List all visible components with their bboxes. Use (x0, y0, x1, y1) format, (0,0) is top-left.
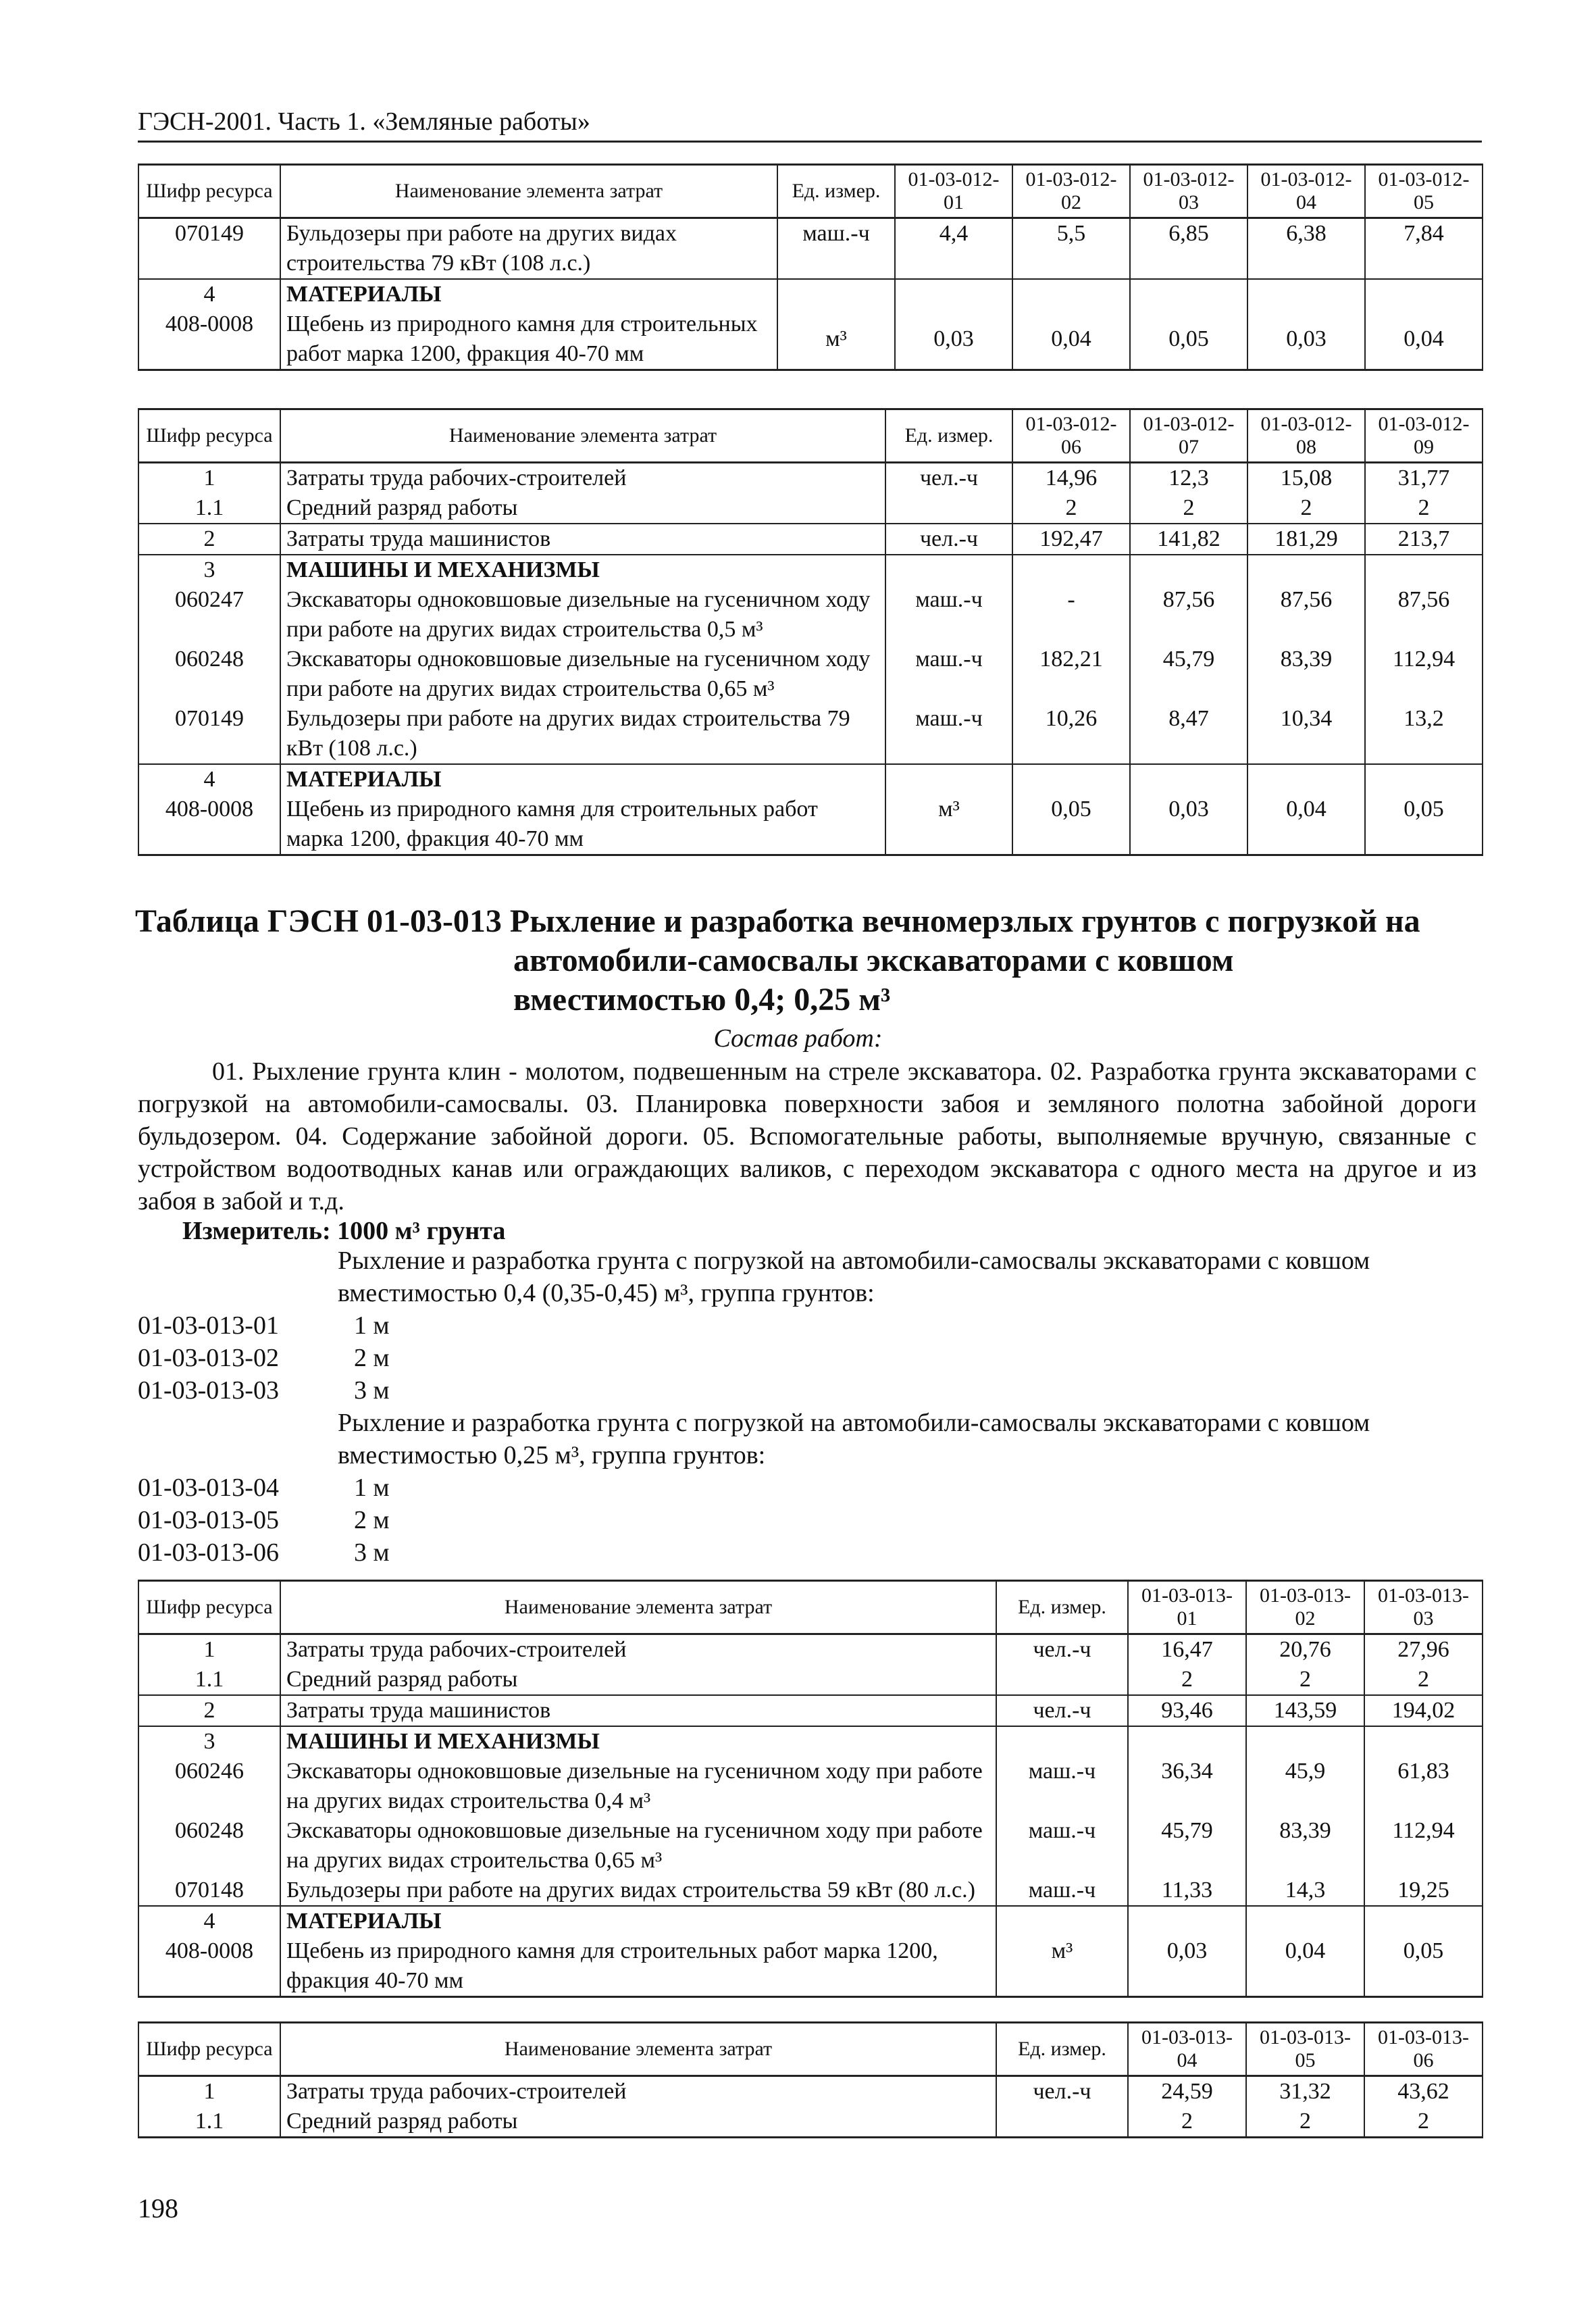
norm-value: 31,77 (1365, 463, 1483, 494)
col-header-norm: 01-03-012-08 (1247, 409, 1365, 463)
col-header-norm: 01-03-012-09 (1365, 409, 1483, 463)
norm-value: 112,94 (1364, 1816, 1483, 1876)
section-row (138, 764, 1483, 795)
norm-value: 0,04 (1012, 309, 1130, 370)
col-header-name: Наименование элемента затрат (280, 2023, 996, 2076)
variant-code: 01-03-013-05 (138, 1506, 279, 1534)
norm-value: 13,2 (1365, 704, 1483, 764)
resource-name: Экскаваторы одноковшовые дизельные на гусеничном ходу при работе на других видах строительства 0,4 м³ (280, 1757, 996, 1816)
table-row (138, 645, 1483, 704)
col-header-name: Наименование элемента затрат (280, 165, 777, 218)
table-row (138, 1757, 1483, 1816)
resource-code: 408-0008 (138, 795, 280, 855)
norm-value: 16,47 (1128, 1634, 1246, 1665)
resource-code: 1.1 (138, 493, 280, 524)
section-title: МАТЕРИАЛЫ (280, 279, 777, 309)
table-row (138, 795, 1483, 855)
norm-value: 10,34 (1247, 704, 1365, 764)
resource-code: 2 (138, 524, 280, 555)
table-row (138, 524, 1483, 555)
resource-name: Щебень из природного камня для строительных работ марка 1200, фракция 40-70 мм (280, 309, 777, 370)
variant-value: 2 м (354, 1506, 390, 1534)
norm-value: 112,94 (1365, 645, 1483, 704)
variant-item (138, 1536, 390, 1569)
col-header-name: Наименование элемента затрат (280, 409, 885, 463)
variant-item (138, 1309, 390, 1342)
table-row (138, 1816, 1483, 1876)
table-row (138, 218, 1483, 280)
resource-unit: чел.-ч (996, 1634, 1128, 1665)
resource-code: 408-0008 (138, 1936, 280, 1997)
table-row (138, 1665, 1483, 1695)
section-code: 4 (138, 764, 280, 795)
resource-name: Экскаваторы одноковшовые дизельные на гусеничном ходу при работе на других видах строительства 0,65 м³ (280, 1816, 996, 1876)
variant-item (138, 1342, 390, 1374)
col-header-norm: 01-03-012-02 (1012, 165, 1130, 218)
norm-value: 0,04 (1246, 1936, 1364, 1997)
resource-unit: маш.-ч (996, 1757, 1128, 1816)
table-header-row (138, 2023, 1483, 2076)
col-header-norm: 01-03-012-01 (895, 165, 1012, 218)
col-header-name: Наименование элемента затрат (280, 1581, 996, 1634)
col-header-norm: 01-03-012-03 (1130, 165, 1247, 218)
norm-value: 83,39 (1247, 645, 1365, 704)
col-header-unit: Ед. измер. (996, 1581, 1128, 1634)
col-header-norm: 01-03-013-02 (1246, 1581, 1364, 1634)
variant-value: 1 м (354, 1474, 390, 1502)
variant-item (138, 1504, 390, 1536)
norm-value: 43,62 (1364, 2076, 1483, 2107)
resource-unit: маш.-ч (885, 585, 1012, 645)
section-title: МАТЕРИАЛЫ (280, 1906, 996, 1936)
resource-code: 070149 (138, 218, 280, 280)
norm-value: 11,33 (1128, 1876, 1246, 1906)
resource-name: Затраты труда рабочих-строителей (280, 1634, 996, 1665)
norm-value: 0,03 (1130, 795, 1247, 855)
resource-name: Экскаваторы одноковшовые дизельные на гусеничном ходу при работе на других видах строительства 0,65 м³ (280, 645, 885, 704)
norm-value: 2 (1128, 2107, 1246, 2138)
resource-unit: маш.-ч (885, 704, 1012, 764)
resource-name: Средний разряд работы (280, 2107, 996, 2138)
norm-value: 45,9 (1246, 1757, 1364, 1816)
norm-value: 6,85 (1130, 218, 1247, 280)
norm-value: 0,04 (1365, 309, 1483, 370)
norm-value: 5,5 (1012, 218, 1130, 280)
table-row (138, 1876, 1483, 1906)
section-code: 3 (138, 555, 280, 585)
resource-code: 2 (138, 1695, 280, 1726)
col-header-norm: 01-03-013-03 (1364, 1581, 1483, 1634)
table-row (138, 2076, 1483, 2107)
norm-value: 213,7 (1365, 524, 1483, 555)
norm-value: 141,82 (1130, 524, 1247, 555)
norm-value: 0,03 (895, 309, 1012, 370)
variant-value: 3 м (354, 1376, 390, 1405)
resource-code: 1 (138, 1634, 280, 1665)
resource-unit: чел.-ч (996, 2076, 1128, 2107)
variant-code: 01-03-013-01 (138, 1311, 279, 1340)
table-row (138, 1695, 1483, 1726)
resource-code: 060248 (138, 1816, 280, 1876)
resource-name: Бульдозеры при работе на других видах строительства 79 кВт (108 л.с.) (280, 704, 885, 764)
section-row (138, 1906, 1483, 1936)
resource-unit: м³ (996, 1936, 1128, 1997)
resource-unit (996, 1665, 1128, 1695)
cost-table-012-06-09 (138, 408, 1483, 856)
section-row (138, 1726, 1483, 1757)
section-title: МАШИНЫ И МЕХАНИЗМЫ (280, 555, 885, 585)
section-title: МАТЕРИАЛЫ (280, 764, 885, 795)
resource-unit: маш.-ч (996, 1816, 1128, 1876)
variant-code: 01-03-013-04 (138, 1474, 279, 1502)
norm-value: 10,26 (1012, 704, 1130, 764)
table-row (138, 2107, 1483, 2138)
col-header-norm: 01-03-012-05 (1365, 165, 1483, 218)
resource-unit: чел.-ч (885, 463, 1012, 494)
resource-name: Экскаваторы одноковшовые дизельные на гусеничном ходу при работе на других видах строительства 0,5 м³ (280, 585, 885, 645)
norm-value: 87,56 (1247, 585, 1365, 645)
norm-value: 182,21 (1012, 645, 1130, 704)
variant-group-description: Рыхление и разработка грунта с погрузкой на автомобили-самосвалы экскаваторами с ковшом вместимостью 0,4 (0,35-0,45) м³, группа грунтов: (338, 1247, 1370, 1307)
col-header-code: Шифр ресурса (138, 409, 280, 463)
cost-table-013-01-03 (138, 1580, 1483, 1998)
norm-value: 20,76 (1246, 1634, 1364, 1665)
norm-value: 87,56 (1365, 585, 1483, 645)
norm-value: 4,4 (895, 218, 1012, 280)
table-row (138, 585, 1483, 645)
resource-unit: маш.-ч (996, 1876, 1128, 1906)
resource-code: 1.1 (138, 2107, 280, 2138)
norm-value: 143,59 (1246, 1695, 1364, 1726)
variant-group-description: Рыхление и разработка грунта с погрузкой на автомобили-самосвалы экскаваторами с ковшом вместимостью 0,25 м³, группа грунтов: (338, 1409, 1370, 1469)
col-header-norm: 01-03-012-06 (1012, 409, 1130, 463)
norm-value: 15,08 (1247, 463, 1365, 494)
norm-value: 27,96 (1364, 1634, 1483, 1665)
resource-code: 070148 (138, 1876, 280, 1906)
norm-value: 192,47 (1012, 524, 1130, 555)
resource-code: 1 (138, 463, 280, 494)
col-header-code: Шифр ресурса (138, 1581, 280, 1634)
variant-item (138, 1374, 390, 1407)
norm-value: 83,39 (1246, 1816, 1364, 1876)
resource-code: 408-0008 (138, 309, 280, 370)
norm-value: 14,96 (1012, 463, 1130, 494)
norm-value: 2 (1364, 1665, 1483, 1695)
resource-unit: м³ (885, 795, 1012, 855)
section-code: 4 (138, 1906, 280, 1936)
variant-value: 1 м (354, 1311, 390, 1340)
table-row (138, 704, 1483, 764)
resource-code: 070149 (138, 704, 280, 764)
cost-table-012-01-05 (138, 164, 1483, 371)
resource-name: Щебень из природного камня для строительных работ марка 1200, фракция 40-70 мм (280, 795, 885, 855)
norm-value: 12,3 (1130, 463, 1247, 494)
section-code: 4 (138, 279, 280, 309)
norm-value: 2 (1012, 493, 1130, 524)
norm-value: 87,56 (1130, 585, 1247, 645)
resource-code: 060248 (138, 645, 280, 704)
composition-heading: Состав работ: (713, 1024, 883, 1053)
resource-name: Средний разряд работы (280, 493, 885, 524)
norm-value: 19,25 (1364, 1876, 1483, 1906)
unit-of-measure: Измеритель: 1000 м³ грунта (182, 1217, 506, 1245)
norm-value: 8,47 (1130, 704, 1247, 764)
table-title (135, 902, 1479, 1020)
resource-unit: чел.-ч (885, 524, 1012, 555)
resource-name: Затраты труда рабочих-строителей (280, 2076, 996, 2107)
section-code: 3 (138, 1726, 280, 1757)
resource-name: Средний разряд работы (280, 1665, 996, 1695)
resource-unit: чел.-ч (996, 1695, 1128, 1726)
table-row (138, 1936, 1483, 1997)
resource-code: 060247 (138, 585, 280, 645)
resource-unit: м³ (777, 309, 895, 370)
resource-code: 1.1 (138, 1665, 280, 1695)
norm-value: 2 (1128, 1665, 1246, 1695)
resource-code: 1 (138, 2076, 280, 2107)
col-header-norm: 01-03-013-05 (1246, 2023, 1364, 2076)
page-number: 198 (138, 2193, 178, 2223)
variant-item (138, 1472, 390, 1504)
col-header-code: Шифр ресурса (138, 2023, 280, 2076)
resource-unit: маш.-ч (777, 218, 895, 280)
resource-code: 060246 (138, 1757, 280, 1816)
norm-value: 7,84 (1365, 218, 1483, 280)
norm-value: 0,05 (1130, 309, 1247, 370)
cost-table-013-04-06 (138, 2021, 1483, 2138)
norm-value: 93,46 (1128, 1695, 1246, 1726)
table-row (138, 1634, 1483, 1665)
norm-value: 0,04 (1247, 795, 1365, 855)
norm-value: 31,32 (1246, 2076, 1364, 2107)
norm-value: 0,03 (1247, 309, 1365, 370)
norm-value: 0,05 (1364, 1936, 1483, 1997)
norm-value: 0,05 (1365, 795, 1483, 855)
variant-value: 2 м (354, 1344, 390, 1372)
table-title-line: автомобили-самосвалы экскаваторами с ковшом (513, 942, 1234, 978)
col-header-norm: 01-03-013-01 (1128, 1581, 1246, 1634)
norm-value: 2 (1247, 493, 1365, 524)
norm-value: 181,29 (1247, 524, 1365, 555)
norm-value: 61,83 (1364, 1757, 1483, 1816)
col-header-unit: Ед. измер. (996, 2023, 1128, 2076)
running-header: ГЭСН-2001. Часть 1. «Земляные работы» (138, 107, 1482, 143)
resource-unit (996, 2107, 1128, 2138)
norm-value: 45,79 (1128, 1816, 1246, 1876)
norm-value: 2 (1246, 2107, 1364, 2138)
col-header-code: Шифр ресурса (138, 165, 280, 218)
col-header-norm: 01-03-012-04 (1247, 165, 1365, 218)
col-header-norm: 01-03-012-07 (1130, 409, 1247, 463)
table-row (138, 463, 1483, 494)
col-header-norm: 01-03-013-04 (1128, 2023, 1246, 2076)
norm-value: 0,03 (1128, 1936, 1246, 1997)
norm-value: 45,79 (1130, 645, 1247, 704)
table-title-line: Таблица ГЭСН 01-03-013 Рыхление и разработка вечномерзлых грунтов с погрузкой на (135, 903, 1420, 939)
variant-code: 01-03-013-03 (138, 1376, 279, 1405)
col-header-unit: Ед. измер. (885, 409, 1012, 463)
table-header-row (138, 409, 1483, 463)
variant-code: 01-03-013-06 (138, 1538, 279, 1567)
variant-code: 01-03-013-02 (138, 1344, 279, 1372)
table-header-row (138, 1581, 1483, 1634)
resource-name: Щебень из природного камня для строительных работ марка 1200, фракция 40-70 мм (280, 1936, 996, 1997)
section-row (138, 555, 1483, 585)
table-title-line: вместимостью 0,4; 0,25 м³ (513, 982, 891, 1017)
col-header-unit: Ед. измер. (777, 165, 895, 218)
section-row (138, 279, 1483, 309)
resource-unit (885, 493, 1012, 524)
table-row (138, 309, 1483, 370)
section-title: МАШИНЫ И МЕХАНИЗМЫ (280, 1726, 996, 1757)
norm-value: 2 (1130, 493, 1247, 524)
resource-name: Затраты труда машинистов (280, 1695, 996, 1726)
col-header-norm: 01-03-013-06 (1364, 2023, 1483, 2076)
norm-value: 2 (1365, 493, 1483, 524)
norm-value: - (1012, 585, 1130, 645)
norm-value: 2 (1246, 1665, 1364, 1695)
norm-value: 194,02 (1364, 1695, 1483, 1726)
norm-value: 6,38 (1247, 218, 1365, 280)
composition-text: 01. Рыхление грунта клин - молотом, подвешенным на стреле экскаватора. 02. Разработка грунта экскаваторами с погрузкой на автомобили-самосвалы. 03. Планировка поверхности забоя и земляного полотна забойной дороги бульдозером. 04. Содержание забойной дороги. 05. Вспомогательные работы, выполняемые вручную, связанные с устройством водоотводных канав или ограждающих валиков, с переходом экскаватора с одного места на другое и из забоя в забой и т.д. (138, 1057, 1476, 1215)
table-row (138, 493, 1483, 524)
resource-name: Бульдозеры при работе на других видах строительства 79 кВт (108 л.с.) (280, 218, 777, 280)
variant-value: 3 м (354, 1538, 390, 1567)
norm-value: 0,05 (1012, 795, 1130, 855)
table-header-row (138, 165, 1483, 218)
resource-name: Затраты труда машинистов (280, 524, 885, 555)
norm-value: 36,34 (1128, 1757, 1246, 1816)
resource-name: Бульдозеры при работе на других видах строительства 59 кВт (80 л.с.) (280, 1876, 996, 1906)
norm-value: 2 (1364, 2107, 1483, 2138)
resource-name: Затраты труда рабочих-строителей (280, 463, 885, 494)
resource-unit: маш.-ч (885, 645, 1012, 704)
norm-value: 14,3 (1246, 1876, 1364, 1906)
norm-value: 24,59 (1128, 2076, 1246, 2107)
